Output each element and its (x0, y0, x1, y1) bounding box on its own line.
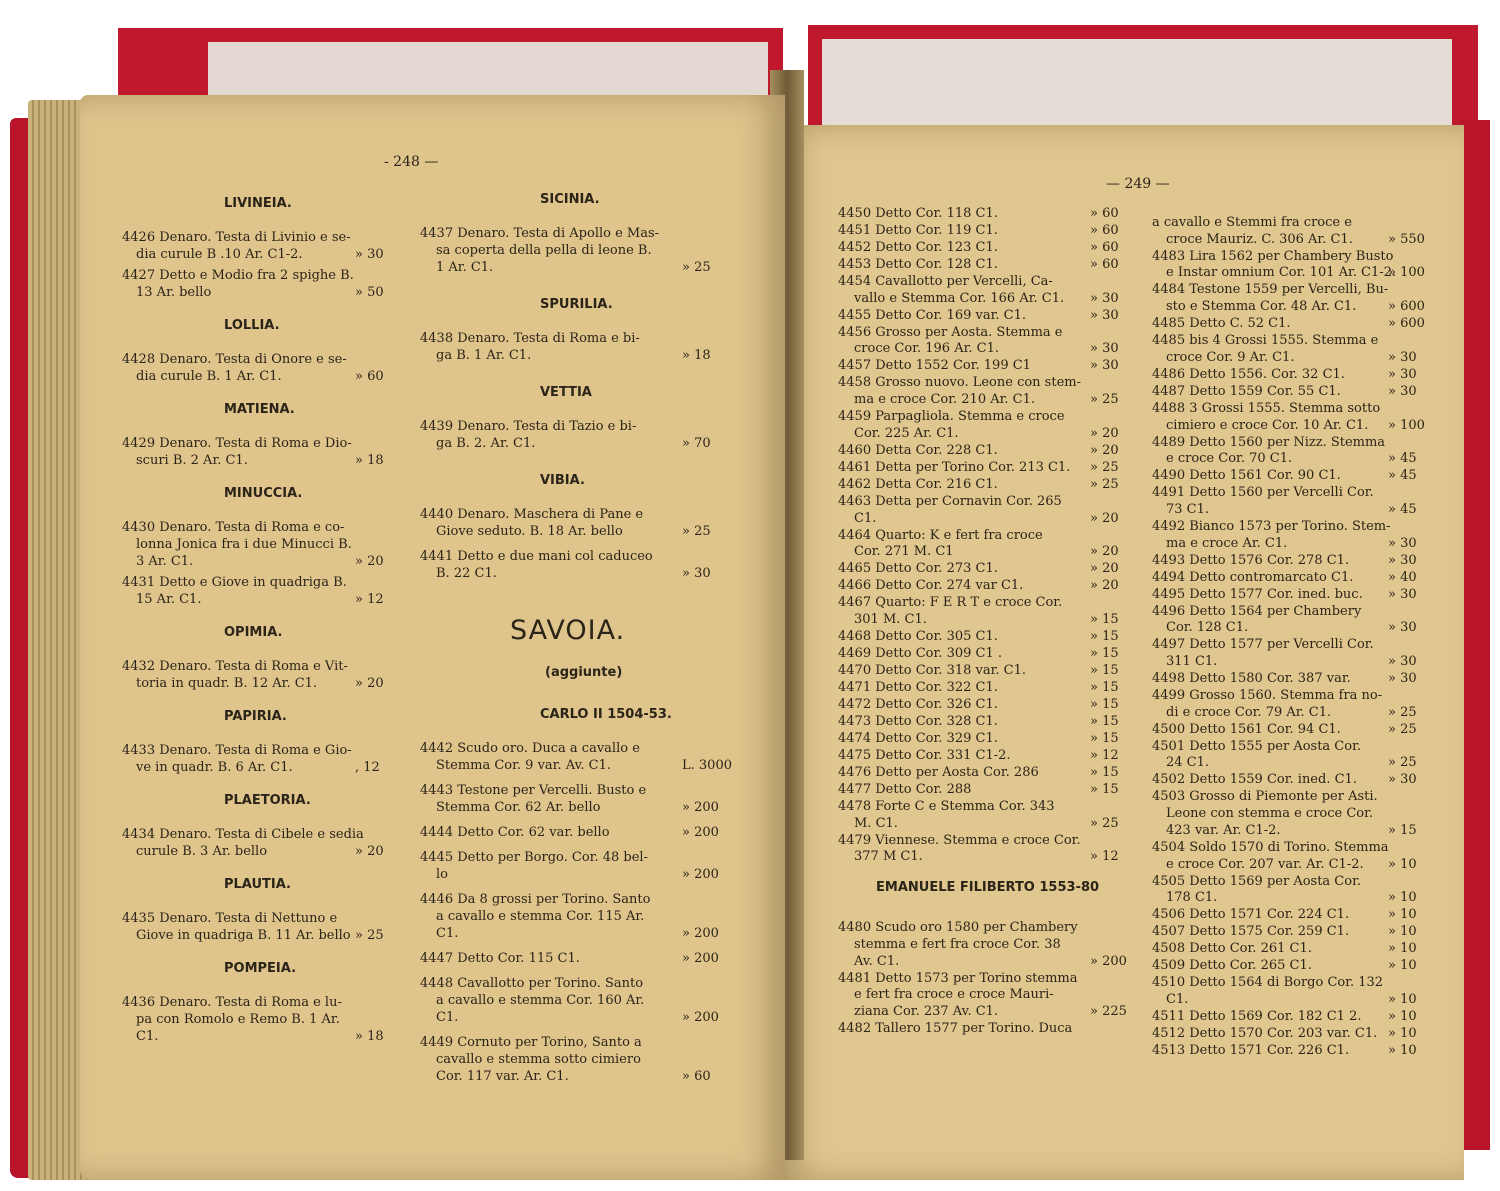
catalog-entry-line: 4434 Denaro. Testa di Cibele e sedia (122, 827, 364, 842)
catalog-entry-line: 4465 Detto Cor. 273 C1. (838, 561, 998, 577)
entry-price: » 30 (1090, 307, 1119, 323)
entry-price: » 15 (1090, 730, 1119, 746)
entry-price: » 10 (1388, 958, 1417, 974)
catalog-entry-line: 4479 Viennese. Stemma e croce Cor. (838, 832, 1081, 848)
entry-price: » 12 (1090, 747, 1119, 763)
catalog-entry-line: 73 C1. (1166, 501, 1210, 517)
catalog-entry-line: 4441 Detto e due mani col caduceo (420, 549, 653, 564)
catalog-entry-line: e croce Cor. 70 C1. (1166, 451, 1293, 467)
entry-price: » 60 (1090, 223, 1119, 238)
page-number-right: — 249 — (1106, 176, 1170, 192)
catalog-entry-line: 301 M. C1. (854, 611, 927, 627)
catalog-entry-line: e croce Cor. 207 var. Ar. C1-2. (1166, 856, 1364, 872)
entry-price: » 30 (1388, 654, 1417, 669)
entry-price: » 30 (1388, 620, 1417, 636)
catalog-entry-line: 4488 3 Grossi 1555. Stemma sotto (1152, 400, 1381, 416)
catalog-entry-line: 4469 Detto Cor. 309 C1 . (838, 645, 1002, 661)
catalog-entry-line: C1. (436, 926, 459, 941)
entry-price: » 60 (682, 1069, 711, 1084)
entry-price: » 20 (1090, 442, 1119, 458)
catalog-entry-line: 4477 Detto Cor. 288 (838, 781, 972, 797)
catalog-entry-line: Av. C1. (854, 953, 900, 969)
catalog-entry-line: 4446 Da 8 grossi per Torino. Santo (420, 892, 651, 907)
entry-price: » 20 (1090, 544, 1119, 560)
entry-price: » 10 (1388, 1042, 1417, 1058)
catalog-entry-line: 4444 Detto Cor. 62 var. bello (420, 825, 610, 840)
catalog-entry-line: C1. (1166, 991, 1189, 1007)
catalog-entry-line: 4493 Detto 1576 Cor. 278 C1. (1152, 552, 1350, 568)
entry-price: » 25 (682, 260, 711, 275)
catalog-entry-line: 4433 Denaro. Testa di Roma e Gio- (122, 743, 352, 758)
catalog-entry-line: 4484 Testone 1559 per Vercelli, Bu- (1152, 282, 1389, 298)
catalog-entry-line: 4495 Detto 1577 Cor. ined. buc. (1152, 586, 1363, 602)
entry-price: » 15 (1090, 781, 1119, 797)
savoia-title: SAVOIA. (510, 615, 626, 646)
catalog-entry-line: 4510 Detto 1564 di Borgo Cor. 132 (1152, 975, 1384, 991)
catalog-entry-line: 4504 Soldo 1570 di Torino. Stemma (1152, 839, 1389, 855)
entry-price: » 10 (1388, 1025, 1417, 1041)
catalog-entry-line: 4509 Detto Cor. 265 C1. (1152, 958, 1312, 974)
entry-price: » 12 (1090, 849, 1119, 865)
entry-price: » 20 (1090, 561, 1119, 577)
section-heading: PAPIRIA. (224, 709, 287, 724)
section-heading: PLAUTIA. (224, 877, 291, 892)
entry-price: » 15 (1090, 713, 1119, 729)
entry-price: » 15 (1090, 696, 1119, 712)
catalog-entry-line: 4485 Detto C. 52 C1. (1152, 316, 1291, 332)
entry-price: » 30 (1388, 671, 1417, 686)
catalog-entry-line: croce Cor. 9 Ar. C1. (1166, 349, 1295, 365)
entry-price: » 15 (1090, 611, 1119, 627)
catalog-entry-line: ziana Cor. 237 Av. C1. (854, 1004, 999, 1020)
catalog-entry-line: 4467 Quarto: F E R T e croce Cor. (838, 595, 1063, 611)
catalog-entry-line: 4481 Detto 1573 per Torino stemma (838, 970, 1078, 986)
entry-price: » 20 (355, 554, 384, 569)
catalog-entry-line: 4494 Detto contromarcato C1. (1152, 569, 1354, 585)
catalog-entry-line: dia curule B .10 Ar. C1-2. (136, 247, 303, 262)
catalog-entry-line: dia curule B. 1 Ar. C1. (136, 369, 282, 384)
section-heading: OPIMIA. (224, 625, 283, 640)
entry-price: » 12 (355, 592, 384, 607)
entry-price: » 25 (1090, 815, 1119, 831)
catalog-entry-line: 4445 Detto per Borgo. Cor. 48 bel- (420, 850, 648, 865)
entry-price: » 20 (355, 676, 384, 691)
entry-price: » 30 (355, 247, 384, 262)
catalog-entry-line: 4460 Detta Cor. 228 C1. (838, 442, 998, 458)
catalog-entry-line: 4464 Quarto: K e fert fra croce (838, 527, 1043, 543)
catalog-entry-line: 4455 Detto Cor. 169 var. C1. (838, 307, 1027, 323)
catalog-entry-line: C1. (136, 1029, 159, 1044)
catalog-entry-line: 4506 Detto 1571 Cor. 224 C1. (1152, 907, 1350, 923)
entry-price: » 10 (1388, 907, 1417, 923)
entry-price: » 30 (1090, 290, 1119, 306)
catalog-entry-line: Cor. 271 M. C1 (854, 544, 954, 560)
entry-price: » 60 (1090, 257, 1119, 272)
catalog-entry-line: 4459 Parpagliola. Stemma e croce (838, 409, 1065, 425)
entry-price: » 30 (1090, 341, 1119, 357)
catalog-entry-line: 4496 Detto 1564 per Chambery (1152, 603, 1362, 619)
catalog-entry-line: 4508 Detto Cor. 261 C1. (1152, 941, 1312, 957)
entry-price: » 15 (1090, 645, 1119, 661)
entry-price: » 10 (1388, 856, 1417, 872)
entry-price: » 100 (1388, 265, 1425, 281)
entry-price: » 40 (1388, 569, 1417, 585)
catalog-entry-line: 4454 Cavallotto per Vercelli, Ca- (838, 274, 1053, 289)
section-heading: PLAETORIA. (224, 793, 311, 808)
entry-price: » 600 (1388, 316, 1425, 332)
catalog-entry-line: 4470 Detto Cor. 318 var. C1. (838, 662, 1027, 678)
entry-price: » 10 (1388, 1008, 1417, 1024)
entry-price: » 30 (1090, 358, 1119, 374)
entry-price: » 50 (355, 285, 384, 300)
marbled-endpaper (822, 39, 1452, 139)
catalog-entry-line: 4440 Denaro. Maschera di Pane e (420, 507, 644, 522)
catalog-entry-line: 4452 Detto Cor. 123 C1. (838, 240, 998, 255)
catalog-entry-line: 4431 Detto e Giove in quadriga B. (122, 575, 347, 590)
catalog-entry-line: 4447 Detto Cor. 115 C1. (420, 951, 580, 966)
book-cover-top-right (808, 25, 1478, 140)
catalog-entry-line: 4491 Detto 1560 per Vercelli Cor. (1152, 485, 1374, 501)
catalog-entry-line: 4489 Detto 1560 per Nizz. Stemma (1152, 434, 1386, 450)
catalog-entry-line: 4499 Grosso 1560. Stemma fra no- (1152, 688, 1383, 703)
section-subtitle: (aggiunte) (545, 665, 623, 680)
entry-price: » 25 (1388, 721, 1417, 737)
catalog-entry-line: 4507 Detto 1575 Cor. 259 C1. (1152, 924, 1350, 940)
catalog-entry-line: 4437 Denaro. Testa di Apollo e Mas- (420, 226, 660, 241)
catalog-entry-line: 4483 Lira 1562 per Chambery Busto (1152, 248, 1394, 264)
catalog-entry-line: 4450 Detto Cor. 118 C1. (838, 206, 998, 221)
catalog-entry-line: 4485 bis 4 Grossi 1555. Stemma e (1152, 333, 1379, 349)
catalog-entry-line: 4427 Detto e Modio fra 2 spighe B. (122, 268, 354, 283)
catalog-entry-line: a cavallo e stemma Cor. 115 Ar. (436, 909, 645, 924)
catalog-entry-line: 4471 Detto Cor. 322 C1. (838, 679, 998, 695)
entry-price: » 15 (1090, 764, 1119, 780)
page-edges (28, 100, 88, 1180)
catalog-entry-line: Stemma Cor. 62 Ar. bello (436, 800, 601, 815)
catalog-entry-line: a cavallo e stemma Cor. 160 Ar. (436, 993, 645, 1008)
catalog-entry-line: ga B. 1 Ar. C1. (436, 348, 532, 363)
entry-price: » 15 (1090, 679, 1119, 695)
catalog-entry-line: Stemma Cor. 9 var. Av. C1. (436, 758, 612, 773)
catalog-entry-line: ve in quadr. B. 6 Ar. C1. (136, 760, 293, 775)
catalog-entry-line: C1. (854, 510, 877, 526)
catalog-entry-line: 4512 Detto 1570 Cor. 203 var. C1. (1152, 1025, 1378, 1041)
catalog-entry-line: stemma e fert fra croce Cor. 38 (854, 937, 1061, 952)
section-heading: MINUCCIA. (224, 486, 303, 501)
catalog-entry-line: 4453 Detto Cor. 128 C1. (838, 257, 998, 272)
catalog-entry-line: 4503 Grosso di Piemonte per Asti. (1152, 789, 1378, 805)
catalog-entry-line: 4492 Bianco 1573 per Torino. Stem- (1152, 518, 1391, 534)
catalog-entry-line: C1. (436, 1010, 459, 1025)
catalog-entry-line: di e croce Cor. 79 Ar. C1. (1166, 704, 1332, 720)
entry-price: » 200 (682, 926, 719, 941)
catalog-entry-line: 24 C1. (1166, 755, 1210, 771)
entry-price: » 100 (1388, 417, 1425, 433)
catalog-entry-line: curule B. 3 Ar. bello (136, 844, 268, 859)
catalog-entry-line: pa con Romolo e Remo B. 1 Ar. (136, 1012, 340, 1027)
entry-price: » 70 (682, 436, 711, 451)
catalog-entry-line: 4435 Denaro. Testa di Nettuno e (122, 911, 338, 926)
catalog-entry-line: lonna Jonica fra i due Minucci B. (136, 537, 352, 552)
section-heading: MATIENA. (224, 402, 295, 417)
entry-price: » 200 (682, 951, 719, 966)
catalog-entry-line: 4438 Denaro. Testa di Roma e bi- (420, 331, 640, 346)
entry-price: » 200 (682, 800, 719, 815)
catalog-entry-line: 4498 Detto 1580 Cor. 387 var. (1152, 671, 1351, 686)
catalog-entry-line: 4482 Tallero 1577 per Torino. Duca (838, 1021, 1073, 1037)
catalog-entry-line: 4478 Forte C e Stemma Cor. 343 (838, 798, 1055, 814)
catalog-entry-line: 15 Ar. C1. (136, 592, 202, 607)
entry-price: » 45 (1388, 451, 1417, 467)
catalog-entry-line: sto e Stemma Cor. 48 Ar. C1. (1166, 299, 1357, 315)
entry-price: » 25 (1388, 704, 1417, 720)
entry-price: » 25 (682, 524, 711, 539)
catalog-entry-line: 4463 Detta per Cornavin Cor. 265 (838, 493, 1062, 509)
catalog-entry-line: 4473 Detto Cor. 328 C1. (838, 713, 998, 729)
catalog-entry-line: 4505 Detto 1569 per Aosta Cor. (1152, 873, 1362, 889)
catalog-entry-line: e fert fra croce e croce Mauri- (854, 987, 1054, 1003)
catalog-entry-line: 4511 Detto 1569 Cor. 182 C1 2. (1152, 1008, 1362, 1024)
catalog-entry-line: sa coperta della pella di leone B. (436, 243, 652, 258)
entry-price: » 60 (1090, 206, 1119, 221)
catalog-entry-line: cimiero e croce Cor. 10 Ar. C1. (1166, 417, 1369, 433)
entry-price: » 30 (1388, 383, 1417, 399)
entry-price: » 18 (355, 453, 384, 468)
section-heading: LIVINEIA. (224, 196, 292, 211)
entry-price: » 20 (1090, 578, 1119, 594)
catalog-entry-line: 4461 Detta per Torino Cor. 213 C1. (838, 459, 1071, 475)
entry-price: » 18 (355, 1029, 384, 1044)
catalog-entry-line: B. 22 C1. (436, 566, 497, 581)
entry-price: » 45 (1388, 501, 1417, 517)
catalog-entry-line: ma e croce Cor. 210 Ar. C1. (854, 392, 1036, 408)
catalog-entry-line: 4468 Detto Cor. 305 C1. (838, 628, 998, 644)
entry-price: » 10 (1388, 924, 1417, 940)
entry-price: » 30 (1388, 366, 1417, 382)
entry-price: » 15 (1090, 628, 1119, 644)
catalog-entry-line: 4500 Detto 1561 Cor. 94 C1. (1152, 721, 1341, 737)
catalog-entry-line: 4428 Denaro. Testa di Onore e se- (122, 352, 347, 367)
catalog-entry-line: scuri B. 2 Ar. C1. (136, 453, 248, 468)
catalog-entry-line: 1 Ar. C1. (436, 260, 494, 275)
entry-price: » 20 (355, 844, 384, 859)
entry-price: » 25 (1090, 392, 1119, 408)
catalog-entry-line: 4502 Detto 1559 Cor. ined. C1. (1152, 772, 1357, 788)
catalog-entry-line: cavallo e stemma sotto cimiero (436, 1052, 641, 1067)
catalog-entry-line: 4442 Scudo oro. Duca a cavallo e (420, 741, 640, 756)
catalog-entry-line: Cor. 117 var. Ar. C1. (436, 1069, 569, 1084)
catalog-entry-line: 4449 Cornuto per Torino, Santo a (420, 1035, 642, 1050)
catalog-entry-line: 4456 Grosso per Aosta. Stemma e (838, 324, 1063, 340)
entry-price: » 30 (682, 566, 711, 581)
entry-price: » 10 (1388, 890, 1417, 906)
catalog-entry-line: 4429 Denaro. Testa di Roma e Dio- (122, 436, 352, 451)
entry-price: » 45 (1388, 468, 1417, 484)
catalog-entry-line: croce Cor. 196 Ar. C1. (854, 341, 999, 357)
catalog-entry-line: 13 Ar. bello (136, 285, 212, 300)
section-heading: VIBIA. (540, 473, 585, 488)
catalog-entry-line: 4448 Cavallotto per Torino. Santo (420, 976, 644, 991)
section-heading: EMANUELE FILIBERTO 1553-80 (876, 880, 1100, 896)
entry-price: » 20 (1090, 510, 1119, 526)
catalog-entry-line: 377 M C1. (854, 849, 923, 865)
entry-price: » 200 (682, 825, 719, 840)
entry-price: » 550 (1388, 231, 1425, 247)
entry-price: » 60 (1090, 240, 1119, 255)
catalog-entry-line: 4475 Detto Cor. 331 C1-2. (838, 747, 1011, 763)
page-number-left: - 248 — (384, 154, 439, 170)
entry-price: » 10 (1388, 941, 1417, 957)
catalog-entry-line: 4466 Detto Cor. 274 var C1. (838, 578, 1024, 594)
catalog-entry-line: 4486 Detto 1556. Cor. 32 C1. (1152, 366, 1345, 382)
entry-price: » 600 (1388, 299, 1425, 315)
catalog-entry-line: M. C1. (854, 815, 898, 831)
entry-price: » 200 (1090, 953, 1127, 969)
catalog-entry-line: 311 C1. (1166, 654, 1218, 669)
section-heading: POMPEIA. (224, 961, 297, 976)
catalog-entry-line: 4432 Denaro. Testa di Roma e Vit- (122, 659, 348, 674)
catalog-entry-line: 4513 Detto 1571 Cor. 226 C1. (1152, 1042, 1350, 1058)
section-heading: SICINIA. (540, 192, 600, 207)
section-heading: LOLLIA. (224, 318, 280, 333)
catalog-entry-line: croce Mauriz. C. 306 Ar. C1. (1166, 231, 1353, 247)
catalog-entry-line: 4480 Scudo oro 1580 per Chambery (838, 920, 1078, 936)
entry-price: » 30 (1388, 552, 1417, 568)
catalog-entry-line: Cor. 225 Ar. C1. (854, 425, 959, 441)
catalog-entry-line: Cor. 128 C1. (1166, 620, 1249, 636)
entry-price: » 200 (682, 1010, 719, 1025)
catalog-entry-line: a cavallo e Stemmi fra croce e (1152, 215, 1352, 230)
entry-price: » 30 (1388, 772, 1417, 788)
entry-price: » 200 (682, 867, 719, 882)
entry-price: » 30 (1388, 586, 1417, 602)
entry-price: » 60 (355, 369, 384, 384)
entry-price: » 25 (1090, 476, 1119, 492)
entry-price: » 25 (355, 928, 384, 943)
entry-price: » 15 (1388, 822, 1417, 838)
catalog-entry-line: 4462 Detta Cor. 216 C1. (838, 476, 998, 492)
catalog-entry-line: toria in quadr. B. 12 Ar. C1. (136, 676, 318, 691)
entry-price: » 30 (1388, 349, 1417, 365)
catalog-entry-line: 4476 Detto per Aosta Cor. 286 (838, 764, 1039, 780)
catalog-entry-line: 4490 Detto 1561 Cor. 90 C1. (1152, 468, 1341, 484)
catalog-entry-line: vallo e Stemma Cor. 166 Ar. C1. (854, 290, 1065, 306)
entry-price: » 225 (1090, 1004, 1127, 1020)
catalog-entry-line: 4487 Detto 1559 Cor. 55 C1. (1152, 383, 1341, 399)
catalog-entry-line: 4451 Detto Cor. 119 C1. (838, 223, 998, 238)
catalog-entry-line: 3 Ar. C1. (136, 554, 194, 569)
entry-price: » 10 (1388, 991, 1417, 1007)
catalog-entry-line: e Instar omnium Cor. 101 Ar. C1-2. (1166, 265, 1397, 281)
catalog-entry-line: 178 C1. (1166, 890, 1218, 906)
catalog-entry-line: 423 var. Ar. C1-2. (1166, 822, 1281, 838)
entry-price: » 25 (1090, 459, 1119, 475)
entry-price: » 25 (1388, 755, 1417, 771)
catalog-entry-line: 4474 Detto Cor. 329 C1. (838, 730, 998, 746)
catalog-entry-line: 4497 Detto 1577 per Vercelli Cor. (1152, 637, 1374, 653)
catalog-entry-line: 4426 Denaro. Testa di Livinio e se- (122, 230, 351, 245)
catalog-entry-line: 4457 Detto 1552 Cor. 199 C1 (838, 358, 1031, 374)
catalog-entry-line: 4443 Testone per Vercelli. Busto e (420, 783, 647, 798)
catalog-entry-line: Leone con stemma e croce Cor. (1166, 806, 1374, 822)
entry-price: » 30 (1388, 535, 1417, 551)
catalog-entry-line: 4458 Grosso nuovo. Leone con stem- (838, 375, 1081, 391)
section-heading: CARLO II 1504-53. (540, 707, 672, 722)
catalog-entry-line: 4430 Denaro. Testa di Roma e co- (122, 520, 345, 535)
catalog-entry-line: Giove seduto. B. 18 Ar. bello (436, 524, 623, 539)
catalog-entry-line: 4472 Detto Cor. 326 C1. (838, 696, 998, 712)
catalog-entry-line: 4501 Detto 1555 per Aosta Cor. (1152, 738, 1362, 754)
entry-price: » 20 (1090, 425, 1119, 441)
catalog-entry-line: lo (436, 867, 448, 882)
section-heading: VETTIA (540, 385, 592, 400)
section-heading: SPURILIA. (540, 297, 613, 312)
catalog-entry-line: 4439 Denaro. Testa di Tazio e bi- (420, 419, 637, 434)
entry-price: » 18 (682, 348, 711, 363)
catalog-entry-line: ga B. 2. Ar. C1. (436, 436, 536, 451)
entry-price: , 12 (355, 760, 380, 775)
entry-price: » 15 (1090, 662, 1119, 678)
catalog-entry-line: Giove in quadriga B. 11 Ar. bello (136, 928, 351, 943)
entry-price: L. 3000 (682, 758, 732, 773)
catalog-entry-line: ma e croce Ar. C1. (1166, 535, 1288, 551)
book-cover-right-edge (1460, 120, 1490, 1150)
catalog-entry-line: 4436 Denaro. Testa di Roma e lu- (122, 995, 342, 1010)
